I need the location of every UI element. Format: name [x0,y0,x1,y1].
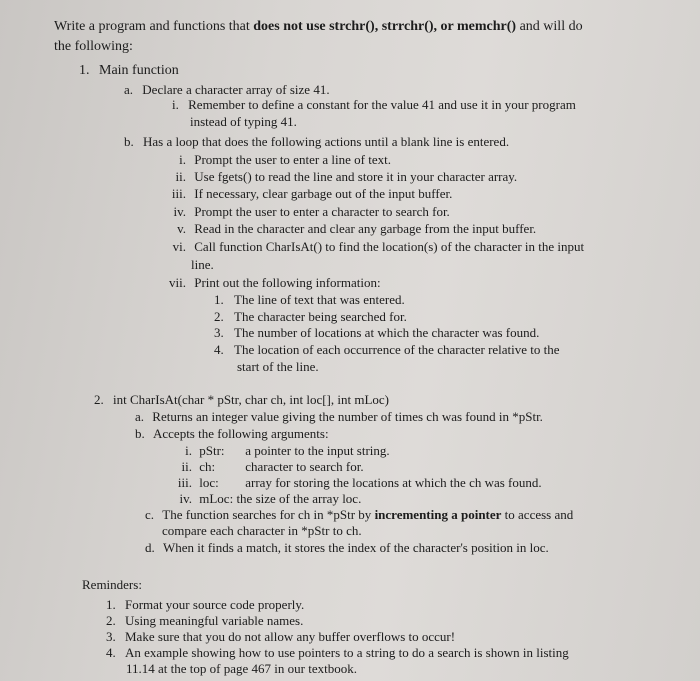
main-num: 1. [79,63,90,78]
func-c: c. The function searches for ch in *pStr by incrementing a pointer to access and [145,507,574,522]
func-signature: int CharIsAt(char * pStr, char ch, int loc[], int mLoc) [113,392,390,407]
intro-tail: and will do [516,19,583,34]
func-arg: ii. ch: character to search for. [181,459,364,474]
main-b-item: ii. Use fgets() to read the line and store it in your character array. [175,169,518,184]
main-a-i-cont: instead of typing 41. [190,114,297,129]
main-a-label: a. [124,82,134,97]
reminder-item: 3. Make sure that you do not allow any buffer overflows to occur! [106,629,456,644]
main-b-vii: vii. Print out the following information: [169,275,381,290]
print-item: 4. The location of each occurrence of the character relative to the [214,342,560,357]
main-a-i [172,98,576,112]
func-arg: i. pStr: a pointer to the input string. [185,443,390,458]
func-a: a. Returns an integer value giving the number of times ch was found in *pStr. [135,409,543,424]
main-b-item: vi. Call function CharIsAt() to find the location(s) of the character in the input [172,239,585,254]
print-item: 1. The line of text that was entered. [214,292,405,307]
reminder-item: 1. Format your source code properly. [106,597,305,612]
intro-lead: Write a program and functions that [54,19,254,34]
reminders-title: Reminders: [82,577,142,592]
func-arg: iv. mLoc: the size of the array loc. [179,491,362,506]
reminder-item-4-cont: 11.14 at the top of page 467 in our textbook. [126,661,357,676]
main-b-item: v. Read in the character and clear any garbage from the input buffer. [177,221,537,236]
print-item: 2. The character being searched for. [214,309,407,324]
main-b-label: b. [124,134,134,149]
print-item: 3. The number of locations at which the character was found. [214,325,540,340]
main-title: Main function [99,63,179,78]
main-a-i-label: i. [172,97,179,112]
func-arg: iii. loc: array for storing the locations at which the ch was found. [177,475,542,490]
main-b-text: Has a loop that does the following actions until a blank line is entered. [143,134,510,149]
func-num: 2. [94,392,104,407]
main-a-i-text: Remember to define a constant for the value 41 and use it in your program [188,97,576,112]
func-b: b. Accepts the following arguments: [135,426,329,441]
func-d: d. When it finds a match, it stores the index of the character's position in loc. [145,540,549,555]
intro-line-2: the following: [54,39,133,54]
main-b-item: iv. Prompt the user to enter a character to search for. [173,204,450,219]
main-b-item: i. Prompt the user to enter a line of text. [179,152,392,167]
func-c-cont: compare each character in *pStr to ch. [162,523,362,538]
reminder-item: 2. Using meaningful variable names. [106,613,304,628]
main-a-text: Declare a character array of size 41. [142,82,330,97]
main-b-item: iii. If necessary, clear garbage out of the input buffer. [171,186,453,201]
main-b [124,135,509,149]
func-heading [94,393,389,407]
intro-bold: does not use strchr(), strrchr(), or memchr() [253,19,517,34]
main-b-vi-cont: line. [191,257,214,272]
main-heading [79,64,179,78]
reminder-item: 4. An example showing how to use pointers to a string to do a search is shown in listing [106,645,569,660]
intro-line-1 [54,20,583,34]
print-item-4-cont: start of the line. [237,359,319,374]
main-a [124,83,330,97]
